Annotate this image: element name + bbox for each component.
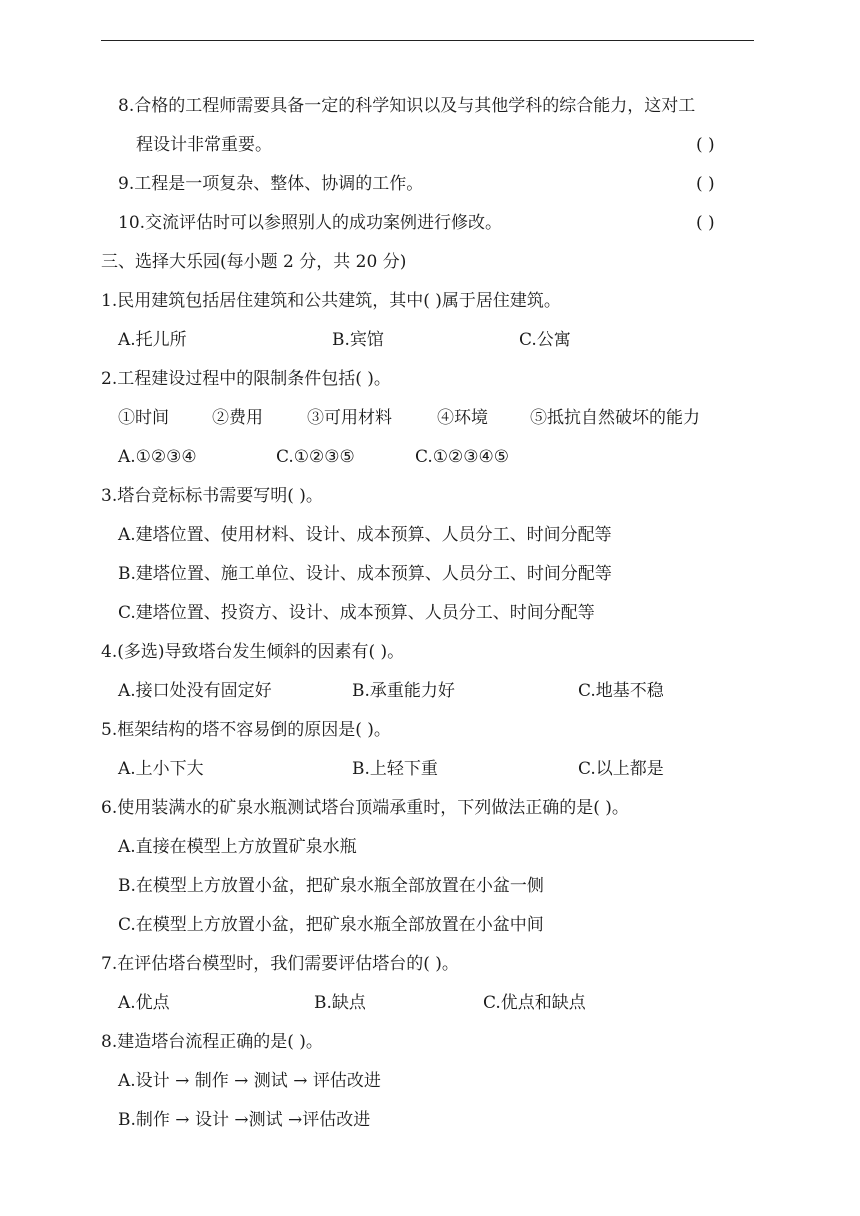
q5-option-a: A.上小下大 [118, 759, 204, 779]
q7-stem: 7.在评估塔台模型时，我们需要评估塔台的( )。 [101, 954, 459, 974]
q1-option-a: A.托儿所 [118, 330, 187, 350]
q7-option-b: B.缺点 [314, 993, 366, 1013]
q4-option-b: B.承重能力好 [352, 681, 455, 701]
q7-option-c: C.优点和缺点 [483, 993, 586, 1013]
q8-option-a: A.设计 → 制作 → 测试 → 评估改进 [118, 1071, 381, 1091]
q3-stem: 3.塔台竞标标书需要写明( )。 [101, 486, 323, 506]
q6-option-c: C.在模型上方放置小盆，把矿泉水瓶全部放置在小盆中间 [118, 915, 544, 935]
q1-option-b: B.宾馆 [332, 330, 384, 350]
q1-option-c: C.公寓 [519, 330, 571, 350]
judge-q9: 9.工程是一项复杂、整体、协调的工作。 [118, 174, 424, 194]
q2-option-b: C.①②③⑤ [276, 447, 355, 467]
q2-condition-5: ⑤抵抗自然破坏的能力 [530, 408, 700, 428]
q4-option-a: A.接口处没有固定好 [118, 681, 272, 701]
q4-option-c: C.地基不稳 [578, 681, 664, 701]
q2-option-c: C.①②③④⑤ [415, 447, 510, 467]
q3-option-b: B.建塔位置、施工单位、设计、成本预算、人员分工、时间分配等 [118, 564, 612, 584]
q2-option-a: A.①②③④ [118, 447, 197, 467]
q3-option-a: A.建塔位置、使用材料、设计、成本预算、人员分工、时间分配等 [118, 525, 612, 545]
judge-q10-answer-bracket: ( ) [696, 213, 715, 233]
q5-option-b: B.上轻下重 [352, 759, 438, 779]
q2-condition-4: ④环境 [437, 408, 488, 428]
q8-option-b: B.制作 → 设计 →测试 →评估改进 [118, 1110, 371, 1130]
q2-condition-2: ②费用 [212, 408, 263, 428]
q7-option-a: A.优点 [118, 993, 170, 1013]
q5-stem: 5.框架结构的塔不容易倒的原因是( )。 [101, 720, 391, 740]
q6-stem: 6.使用装满水的矿泉水瓶测试塔台顶端承重时，下列做法正确的是( )。 [101, 798, 629, 818]
judge-q8-answer-bracket: ( ) [696, 135, 715, 155]
q2-condition-1: ①时间 [118, 408, 169, 428]
q6-option-a: A.直接在模型上方放置矿泉水瓶 [118, 837, 357, 857]
q8-stem: 8.建造塔台流程正确的是( )。 [101, 1032, 323, 1052]
judge-q8-line2: 程设计非常重要。 [136, 135, 272, 155]
q4-stem: 4.(多选)导致塔台发生倾斜的因素有( )。 [101, 642, 405, 662]
q2-stem: 2.工程建设过程中的限制条件包括( )。 [101, 369, 391, 389]
section3-heading: 三、选择大乐园(每小题 2 分，共 20 分) [101, 252, 407, 272]
judge-q9-answer-bracket: ( ) [696, 174, 715, 194]
judge-q8-line1: 8.合格的工程师需要具备一定的科学知识以及与其他学科的综合能力，这对工 [118, 96, 696, 116]
q3-option-c: C.建塔位置、投资方、设计、成本预算、人员分工、时间分配等 [118, 603, 595, 623]
q2-condition-3: ③可用材料 [307, 408, 392, 428]
q6-option-b: B.在模型上方放置小盆，把矿泉水瓶全部放置在小盆一侧 [118, 876, 544, 896]
q5-option-c: C.以上都是 [578, 759, 664, 779]
header-rule [101, 40, 754, 41]
q1-stem: 1.民用建筑包括居住建筑和公共建筑，其中( )属于居住建筑。 [101, 291, 561, 311]
judge-q10: 10.交流评估时可以参照别人的成功案例进行修改。 [118, 213, 503, 233]
